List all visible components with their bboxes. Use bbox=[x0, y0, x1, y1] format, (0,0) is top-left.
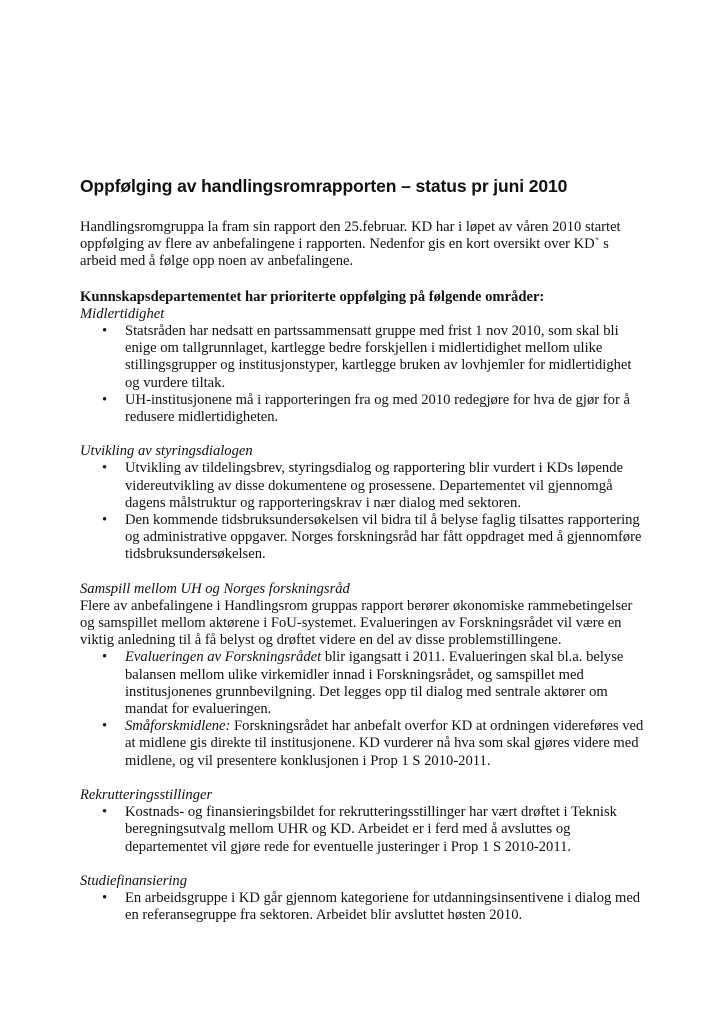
list-item bbox=[80, 460, 645, 512]
bullet-icon: • bbox=[102, 323, 108, 340]
section-paragraph: Flere av anbefalingene i Handlingsrom gruppas rapport berører økonomiske rammebetingelser og samspillet mellom aktørene i FoU-systemet. Evalueringen av Forskningsrådet vil være en viktig anledning til å få belyst og drøftet videre en del av disse problemstillingene. bbox=[80, 597, 633, 649]
section-samspill bbox=[80, 581, 645, 770]
bullet-icon: • bbox=[102, 649, 108, 666]
list-item-text: Kostnads- og finansieringsbildet for rekrutteringsstillinger har vært drøftet i Teknisk beregningsutvalg mellom UHR og KD. Arbeidet er i ferd med å avsluttes og departementet vil gjøre rede for eventuelle justeringer i Prop 1 S 2010-2011. bbox=[125, 804, 617, 855]
section-styringsdialog bbox=[80, 443, 645, 563]
list-item-text: En arbeidsgruppe i KD går gjennom kategoriene for utdanningsinsentivene i dialog med en referansegruppe fra sektoren. Arbeidet blir avsluttet høsten 2010. bbox=[125, 889, 641, 924]
section-heading: Studiefinansiering bbox=[80, 872, 188, 889]
list-item-text: blir igangsatt i 2011. Evalueringen skal bl.a. belyse balansen mellom ulike virkemidler innad i Forskningsrådet, og samspillet med institusjonenes grunnbevilgning. Det legges opp til dialog med sentrale aktører om mandat for evalueringen. bbox=[125, 649, 624, 718]
document-body bbox=[80, 219, 645, 941]
list-item bbox=[80, 323, 645, 392]
list-item-emphasis: Småforskmidlene: bbox=[125, 718, 231, 735]
list-item-text: Den kommende tidsbruksundersøkelsen vil bidra til å belyse faglig tilsattes rapportering og administrative oppgaver. Norges forskningsråd har fått oppdraget med å gjennomføre tidsbruksundersøkelsen. bbox=[125, 512, 642, 563]
bullet-list bbox=[80, 649, 645, 769]
list-item-emphasis: Evalueringen av Forskningsrådet bbox=[125, 649, 322, 666]
section-heading: Rekrutteringsstillinger bbox=[80, 786, 213, 803]
bullet-list bbox=[80, 804, 645, 856]
list-item-text: Utvikling av tildelingsbrev, styringsdialog og rapportering blir vurdert i KDs løpende videreutvikling av disse dokumentene og prosessene. Departementet vil gjennomgå dagens målstruktur og rapporteringskrav i nær dialog med sektoren. bbox=[125, 460, 623, 511]
bullet-list bbox=[80, 323, 645, 426]
section-rekruttering bbox=[80, 787, 645, 856]
priorities-lead: Kunnskapsdepartementet har prioriterte oppfølging på følgende områder: bbox=[80, 288, 545, 305]
bullet-icon: • bbox=[102, 718, 108, 735]
section-heading: Midlertidighet bbox=[80, 305, 165, 322]
list-item bbox=[80, 890, 645, 924]
section-heading: Samspill mellom UH og Norges forskningsråd bbox=[80, 580, 350, 597]
bullet-icon: • bbox=[102, 804, 108, 821]
list-item bbox=[80, 392, 645, 426]
bullet-icon: • bbox=[102, 512, 108, 529]
list-item bbox=[80, 649, 645, 718]
bullet-icon: • bbox=[102, 391, 108, 408]
list-item-text: Statsråden har nedsatt en partssammensatt gruppe med frist 1 nov 2010, som skal bli enige om tallgrunnlaget, kartlegge bedre forskjellen i midlertidighet mellom ulike stillingsgrupper og institusjonstyper, kartlegge bruken av lovhjemler for midlertidighet og vurdere tiltak. bbox=[125, 323, 632, 391]
list-item-text: UH-institusjonene må i rapporteringen fra og med 2010 redegjøre for hva de gjør for å redusere midlertidigheten. bbox=[125, 391, 630, 426]
section-heading: Utvikling av styringsdialogen bbox=[80, 443, 253, 460]
bullet-icon: • bbox=[102, 460, 108, 477]
bullet-list bbox=[80, 890, 645, 924]
section-studiefinansiering bbox=[80, 873, 645, 925]
list-item bbox=[80, 804, 645, 856]
intro-paragraph: Handlingsromgruppa la fram sin rapport den 25.februar. KD har i løpet av våren 2010 startet oppfølging av flere av anbefalingene i rapporten. Nedenfor gis en kort oversikt over KD` s arbeid med å følge opp noen av anbefalingene. bbox=[80, 219, 621, 270]
list-item bbox=[80, 512, 645, 564]
list-item bbox=[80, 718, 645, 770]
document-title: Oppfølging av handlingsromrapporten – status pr juni 2010 bbox=[80, 176, 568, 196]
list-item-text: Forskningsrådet har anbefalt overfor KD at ordningen videreføres ved at midlene gis direkte til institusjonene. KD vurderer nå hva som skal gjøres videre med midlene, og vil presentere konklusjonen i Prop 1 S 2010-2011. bbox=[125, 718, 644, 769]
bullet-list bbox=[80, 460, 645, 563]
section-midlertidighet bbox=[80, 306, 645, 426]
bullet-icon: • bbox=[102, 889, 108, 906]
